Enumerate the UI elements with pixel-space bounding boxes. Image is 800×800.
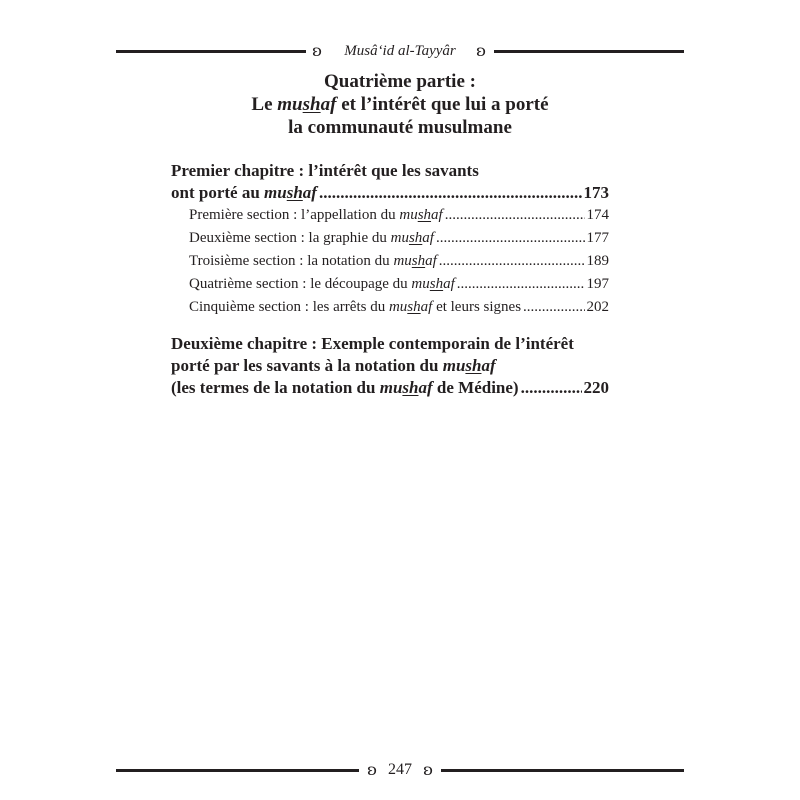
dot-leader [436, 227, 585, 250]
footer-rule-left [116, 769, 359, 772]
chapter-heading-line1: Premier chapitre : l’intérêt que les savants [171, 161, 479, 180]
mushaf-word: mushaf [390, 230, 434, 246]
mushaf-word: mushaf [388, 299, 433, 315]
ornament-icon: ʚ [423, 760, 433, 779]
mushaf-word: mushaf [411, 276, 455, 292]
toc-entry-section-2[interactable]: Deuxième section : la graphie du mushaf ..... 177 [189, 227, 609, 250]
mushaf-word: mushaf [399, 207, 443, 223]
page-number-footer: 247 [388, 761, 412, 778]
toc-entry-section-1[interactable]: Première section : l’appellation du mushaf ..... 174 [189, 204, 609, 227]
mushaf-word: mushaf [264, 183, 317, 202]
mushaf-word: mushaf [277, 94, 337, 115]
mushaf-word: mushaf [393, 253, 437, 269]
toc-entry-section-5[interactable]: Cinquième section : les arrêts du mushaf et leurs signes ..... 202 [189, 296, 609, 319]
ornament-icon: ʚ [476, 41, 486, 60]
chapter-heading-line2: porté par les savants à la notation du mushaf [171, 356, 496, 375]
dot-leader [521, 377, 582, 399]
page-footer [116, 759, 684, 781]
toc-entry[interactable]: ont porté au mushaf ..... 173 [171, 182, 609, 204]
running-header [116, 40, 684, 62]
header-rule-left [116, 50, 306, 53]
part-title-line2: Le mushaf et l’intérêt que lui a porté [251, 94, 549, 115]
toc-chapter-2 [171, 333, 609, 399]
toc-chapter-1 [171, 160, 609, 319]
toc-entry-section-3[interactable]: Troisième section : la notation du mushaf ..... 189 [189, 250, 609, 273]
page-number: 173 [583, 183, 609, 202]
part-title-line1: Quatrième partie : [324, 71, 476, 92]
page-number: 177 [586, 230, 609, 246]
chapter-heading-line1: Deuxième chapitre : Exemple contemporain de l’intérêt [171, 334, 574, 353]
chapter-heading [171, 160, 609, 204]
mushaf-word: mushaf [379, 378, 433, 397]
dot-leader [439, 250, 585, 273]
dot-leader [523, 296, 584, 319]
page-number: 174 [586, 207, 609, 223]
part-title-line3: la communauté musulmane [288, 117, 512, 138]
mushaf-word: mushaf [442, 356, 496, 375]
chapter-heading [171, 333, 609, 399]
header-rule-right [494, 50, 684, 53]
section-list [171, 204, 609, 319]
footer-rule-right [441, 769, 684, 772]
ornament-icon: ʚ [312, 41, 322, 60]
page-number: 202 [586, 299, 609, 315]
dot-leader [457, 273, 585, 296]
dot-leader [319, 182, 582, 204]
page-number: 197 [586, 276, 609, 292]
dot-leader [445, 204, 585, 227]
ornament-icon: ʚ [367, 760, 377, 779]
page-number: 220 [583, 378, 609, 397]
toc-entry[interactable]: (les termes de la notation du mushaf de Médine) ..... 220 [171, 377, 609, 399]
toc-entry-section-4[interactable]: Quatrième section : le découpage du mushaf ..... 197 [189, 273, 609, 296]
running-title: Musâ‘id al-Tayyâr [344, 43, 456, 59]
part-title [116, 70, 684, 139]
page-number: 189 [586, 253, 609, 269]
